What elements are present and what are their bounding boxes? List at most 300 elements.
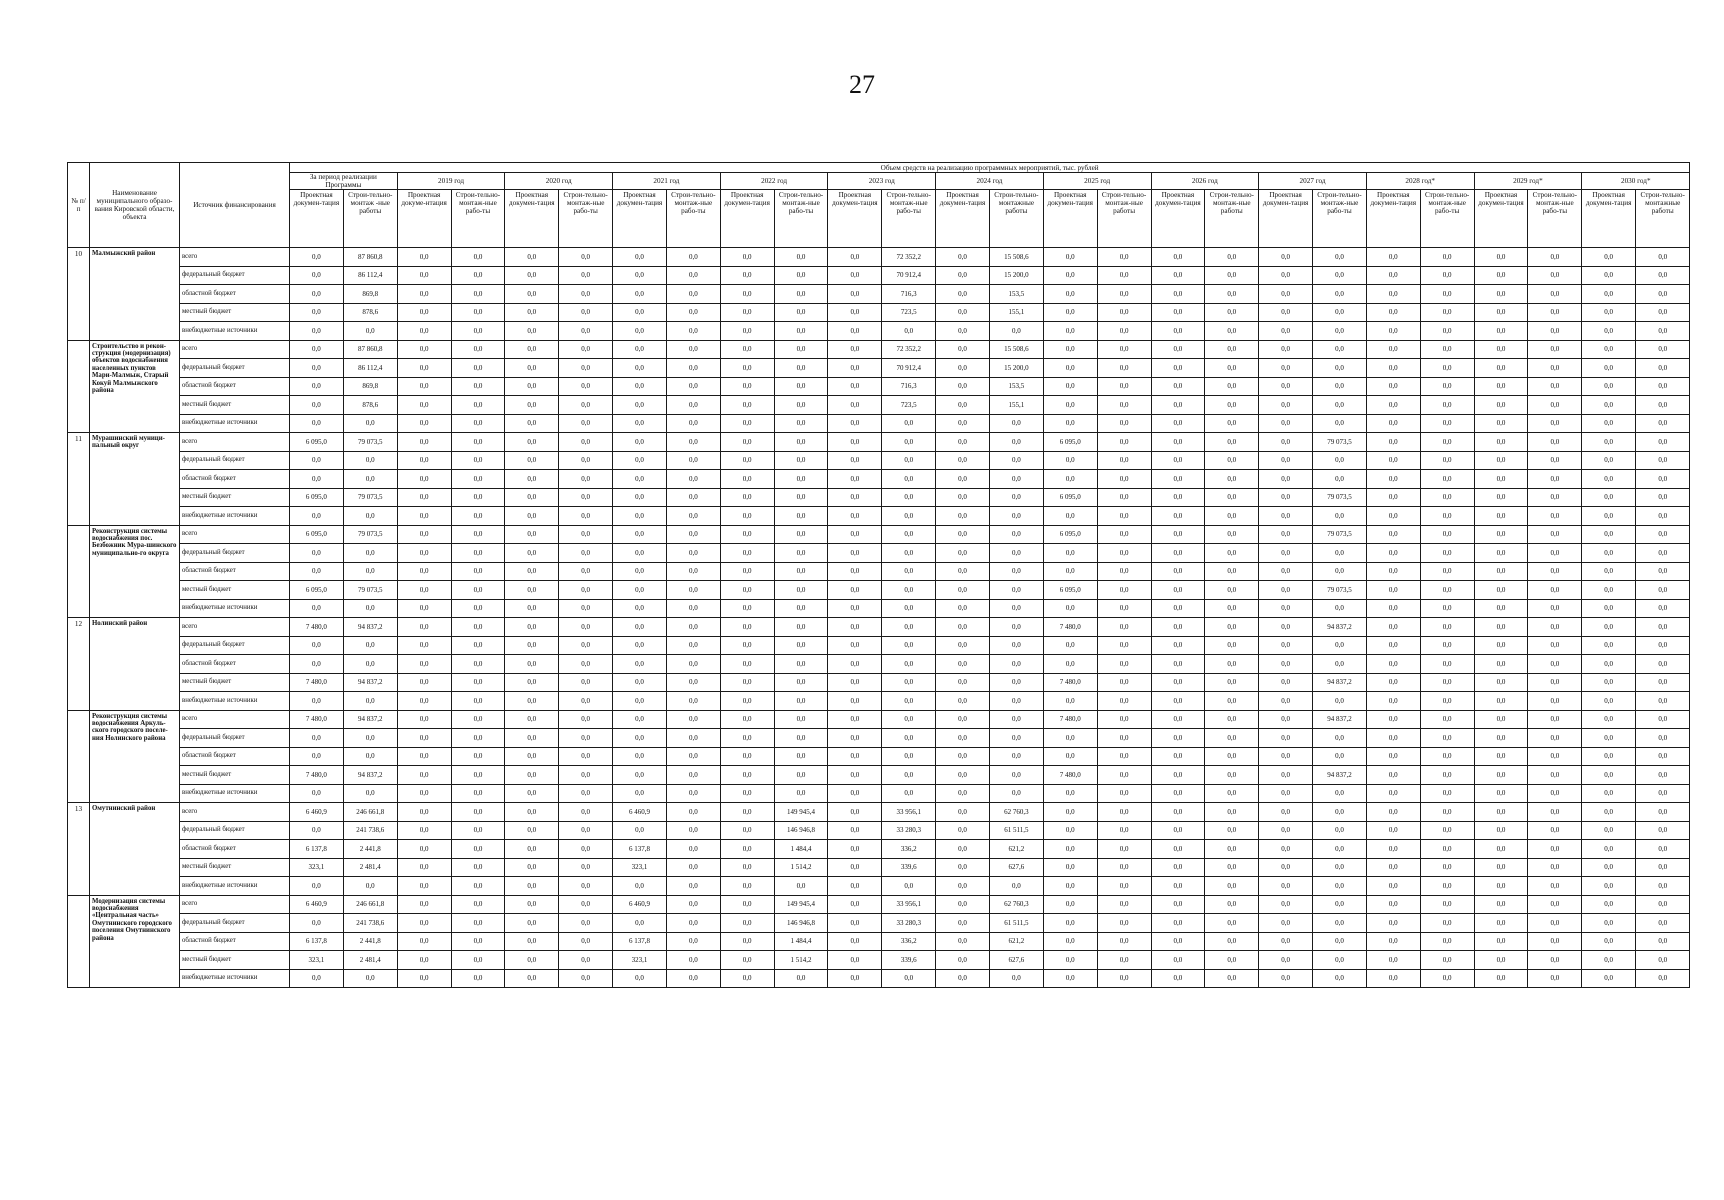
value-cell: 0,0 [1366,951,1420,970]
value-cell: 0,0 [666,858,720,877]
value-cell: 0,0 [505,396,559,415]
value-cell: 0,0 [505,729,559,748]
header-sub-design: Проектная докумен-тация [1582,190,1636,248]
value-cell: 79 073,5 [1313,433,1367,452]
value-cell: 0,0 [343,562,397,581]
header-sub-construction: Строи-тельно-монтаж-ные рабо-ты [1420,190,1474,248]
value-cell: 0,0 [1636,507,1690,526]
value-cell: 0,0 [720,858,774,877]
value-cell: 0,0 [1259,396,1313,415]
value-cell: 0,0 [1313,932,1367,951]
value-cell: 0,0 [720,414,774,433]
value-cell: 0,0 [505,451,559,470]
value-cell: 0,0 [1043,932,1097,951]
row-number [68,895,90,988]
value-cell: 0,0 [1205,599,1259,618]
value-cell: 86 112,4 [343,359,397,378]
value-cell: 0,0 [828,396,882,415]
value-cell: 0,0 [559,470,613,489]
value-cell: 0,0 [1420,340,1474,359]
value-cell: 0,0 [451,322,505,341]
value-cell: 2 441,8 [343,840,397,859]
value-cell: 0,0 [1259,266,1313,285]
value-cell: 0,0 [936,784,990,803]
value-cell: 0,0 [613,285,667,304]
value-cell: 0,0 [1420,285,1474,304]
value-cell: 0,0 [1151,803,1205,822]
value-cell: 0,0 [1420,747,1474,766]
value-cell: 0,0 [936,470,990,489]
header-sub-construction: Строи-тельно-монтаж-ные рабо-ты [1528,190,1582,248]
value-cell: 6 095,0 [1043,525,1097,544]
value-cell: 0,0 [1366,525,1420,544]
value-cell: 0,0 [1420,618,1474,637]
value-cell: 0,0 [397,451,451,470]
row-number [68,710,90,803]
value-cell: 0,0 [1528,877,1582,896]
value-cell: 0,0 [1313,692,1367,711]
value-cell: 0,0 [774,396,828,415]
value-cell: 0,0 [505,414,559,433]
value-cell: 62 760,3 [989,803,1043,822]
value-cell: 0,0 [397,655,451,674]
value-cell: 0,0 [1259,544,1313,563]
value-cell: 0,0 [1259,581,1313,600]
funding-source: областной бюджет [180,747,290,766]
value-cell: 0,0 [936,433,990,452]
value-cell: 87 860,8 [343,340,397,359]
table-row [68,895,1690,914]
value-cell: 0,0 [290,396,344,415]
value-cell: 0,0 [1205,340,1259,359]
value-cell: 0,0 [290,544,344,563]
header-period: 2025 год [1043,173,1151,190]
value-cell: 0,0 [1474,618,1528,637]
value-cell: 0,0 [613,470,667,489]
value-cell: 0,0 [451,710,505,729]
value-cell: 0,0 [1636,673,1690,692]
value-cell: 0,0 [882,414,936,433]
value-cell: 0,0 [989,710,1043,729]
value-cell: 0,0 [1636,322,1690,341]
value-cell: 0,0 [828,840,882,859]
value-cell: 0,0 [882,470,936,489]
table-row [68,932,1690,951]
value-cell: 0,0 [1313,803,1367,822]
value-cell: 0,0 [559,692,613,711]
value-cell: 0,0 [1205,821,1259,840]
value-cell: 0,0 [1474,877,1528,896]
value-cell: 72 352,2 [882,340,936,359]
table-row [68,285,1690,304]
value-cell: 0,0 [1313,322,1367,341]
value-cell: 0,0 [1151,266,1205,285]
table-row [68,636,1690,655]
value-cell: 0,0 [397,581,451,600]
value-cell: 0,0 [397,729,451,748]
value-cell: 0,0 [1259,618,1313,637]
value-cell: 0,0 [290,784,344,803]
value-cell: 0,0 [451,266,505,285]
value-cell: 0,0 [1097,914,1151,933]
funding-source: федеральный бюджет [180,821,290,840]
header-sub-design: Проектная докумен-тация [505,190,559,248]
table-row [68,858,1690,877]
row-number [68,340,90,433]
value-cell: 0,0 [1151,285,1205,304]
value-cell: 1 484,4 [774,932,828,951]
value-cell: 0,0 [1313,507,1367,526]
value-cell: 0,0 [290,303,344,322]
value-cell: 0,0 [397,544,451,563]
table-row [68,451,1690,470]
value-cell: 0,0 [1043,969,1097,988]
value-cell: 7 480,0 [290,766,344,785]
value-cell: 0,0 [397,618,451,637]
value-cell: 0,0 [1259,710,1313,729]
value-cell: 0,0 [720,377,774,396]
value-cell: 0,0 [1366,692,1420,711]
value-cell: 0,0 [666,803,720,822]
value-cell: 0,0 [1528,396,1582,415]
value-cell: 0,0 [1474,951,1528,970]
value-cell: 0,0 [1151,618,1205,637]
value-cell: 94 837,2 [343,673,397,692]
value-cell: 0,0 [1474,340,1528,359]
value-cell: 0,0 [1313,377,1367,396]
funding-source: областной бюджет [180,470,290,489]
value-cell: 0,0 [720,821,774,840]
value-cell: 0,0 [1151,470,1205,489]
value-cell: 0,0 [343,636,397,655]
value-cell: 0,0 [1474,914,1528,933]
value-cell: 0,0 [1151,710,1205,729]
value-cell: 0,0 [505,858,559,877]
value-cell: 0,0 [1366,840,1420,859]
value-cell: 0,0 [451,636,505,655]
value-cell: 0,0 [1528,562,1582,581]
value-cell: 0,0 [1097,618,1151,637]
value-cell: 0,0 [1474,747,1528,766]
value-cell: 0,0 [613,507,667,526]
value-cell: 0,0 [451,248,505,267]
value-cell: 0,0 [936,488,990,507]
value-cell: 0,0 [1420,544,1474,563]
funding-source: областной бюджет [180,655,290,674]
value-cell: 0,0 [666,377,720,396]
value-cell: 0,0 [720,544,774,563]
value-cell: 0,0 [1528,340,1582,359]
value-cell: 0,0 [1420,969,1474,988]
value-cell: 0,0 [343,414,397,433]
value-cell: 0,0 [1420,433,1474,452]
value-cell: 0,0 [559,525,613,544]
value-cell: 0,0 [1151,359,1205,378]
value-cell: 0,0 [989,655,1043,674]
table-row [68,396,1690,415]
value-cell: 0,0 [1151,969,1205,988]
value-cell: 0,0 [936,562,990,581]
value-cell: 0,0 [1528,303,1582,322]
value-cell: 0,0 [1420,562,1474,581]
value-cell: 0,0 [936,766,990,785]
table-row [68,359,1690,378]
value-cell: 0,0 [936,692,990,711]
value-cell: 0,0 [505,803,559,822]
value-cell: 0,0 [1259,322,1313,341]
value-cell: 0,0 [828,784,882,803]
value-cell: 0,0 [666,433,720,452]
value-cell: 0,0 [720,710,774,729]
value-cell: 0,0 [613,747,667,766]
value-cell: 6 095,0 [1043,488,1097,507]
row-number: 13 [68,803,90,896]
value-cell: 0,0 [505,433,559,452]
value-cell: 0,0 [1636,470,1690,489]
value-cell: 0,0 [1259,636,1313,655]
value-cell: 0,0 [1205,636,1259,655]
value-cell: 0,0 [451,451,505,470]
value-cell: 0,0 [1097,747,1151,766]
value-cell: 0,0 [559,710,613,729]
header-sub-design: Проектная докумен-тация [720,190,774,248]
value-cell: 0,0 [451,766,505,785]
value-cell: 0,0 [1097,969,1151,988]
value-cell: 0,0 [1420,525,1474,544]
value-cell: 0,0 [1043,877,1097,896]
value-cell: 0,0 [505,840,559,859]
value-cell: 0,0 [1528,599,1582,618]
value-cell: 0,0 [397,747,451,766]
value-cell: 0,0 [1151,784,1205,803]
value-cell: 0,0 [1366,618,1420,637]
value-cell: 0,0 [559,359,613,378]
value-cell: 0,0 [720,248,774,267]
value-cell: 0,0 [1097,673,1151,692]
value-cell: 0,0 [774,451,828,470]
value-cell: 0,0 [936,359,990,378]
row-number [68,525,90,618]
value-cell: 6 095,0 [290,525,344,544]
value-cell: 0,0 [1205,359,1259,378]
value-cell: 7 480,0 [1043,766,1097,785]
value-cell: 0,0 [1151,322,1205,341]
value-cell: 0,0 [1582,303,1636,322]
value-cell: 0,0 [1420,729,1474,748]
value-cell: 0,0 [1259,821,1313,840]
value-cell: 0,0 [290,562,344,581]
value-cell: 6 137,8 [290,932,344,951]
value-cell: 0,0 [613,710,667,729]
value-cell: 0,0 [1420,821,1474,840]
header-sub-construction: Строи-тельно-монтаж-ные рабо-ты [666,190,720,248]
value-cell: 0,0 [1205,747,1259,766]
value-cell: 0,0 [666,470,720,489]
value-cell: 0,0 [613,618,667,637]
value-cell: 0,0 [505,322,559,341]
value-cell: 0,0 [1474,692,1528,711]
table-row [68,710,1690,729]
value-cell: 0,0 [505,562,559,581]
value-cell: 0,0 [1097,784,1151,803]
value-cell: 0,0 [397,525,451,544]
value-cell: 0,0 [989,673,1043,692]
value-cell: 0,0 [343,747,397,766]
value-cell: 0,0 [1474,581,1528,600]
value-cell: 0,0 [451,544,505,563]
value-cell: 0,0 [1151,655,1205,674]
value-cell: 0,0 [505,747,559,766]
value-cell: 0,0 [774,766,828,785]
table-row [68,877,1690,896]
value-cell: 0,0 [1582,266,1636,285]
value-cell: 0,0 [1151,766,1205,785]
entity-name: Реконструкция системы водоснабжения пос. Безбожник Мура-шинского муниципально-го округа [90,525,180,618]
value-cell: 0,0 [666,951,720,970]
value-cell: 0,0 [1420,396,1474,415]
table-row [68,951,1690,970]
value-cell: 0,0 [1528,285,1582,304]
header-sub-design: Проектная докумен-тация [1043,190,1097,248]
value-cell: 0,0 [1582,877,1636,896]
value-cell: 0,0 [1366,451,1420,470]
value-cell: 0,0 [505,470,559,489]
value-cell: 0,0 [1097,322,1151,341]
value-cell: 0,0 [397,932,451,951]
value-cell: 0,0 [397,507,451,526]
value-cell: 0,0 [1366,877,1420,896]
value-cell: 0,0 [1582,692,1636,711]
value-cell: 0,0 [720,433,774,452]
value-cell: 0,0 [559,507,613,526]
value-cell: 0,0 [1636,858,1690,877]
value-cell: 0,0 [1313,359,1367,378]
value-cell: 0,0 [1043,377,1097,396]
value-cell: 0,0 [774,433,828,452]
value-cell: 0,0 [828,266,882,285]
value-cell: 0,0 [397,285,451,304]
value-cell: 0,0 [505,710,559,729]
value-cell: 0,0 [666,784,720,803]
value-cell: 0,0 [882,451,936,470]
value-cell: 0,0 [397,414,451,433]
value-cell: 0,0 [1636,340,1690,359]
value-cell: 0,0 [1097,266,1151,285]
value-cell: 0,0 [1366,285,1420,304]
value-cell: 0,0 [666,655,720,674]
value-cell: 0,0 [1474,359,1528,378]
table-row [68,470,1690,489]
value-cell: 0,0 [936,729,990,748]
value-cell: 0,0 [828,710,882,729]
value-cell: 0,0 [397,914,451,933]
value-cell: 0,0 [1043,803,1097,822]
value-cell: 0,0 [397,895,451,914]
funding-source: местный бюджет [180,951,290,970]
value-cell: 0,0 [1420,248,1474,267]
value-cell: 0,0 [1151,377,1205,396]
value-cell: 0,0 [1366,507,1420,526]
value-cell: 0,0 [666,340,720,359]
value-cell: 0,0 [774,747,828,766]
value-cell: 0,0 [1097,932,1151,951]
value-cell: 0,0 [1313,858,1367,877]
value-cell: 0,0 [1097,877,1151,896]
value-cell: 7 480,0 [1043,710,1097,729]
funding-source: внебюджетные источники [180,692,290,711]
value-cell: 0,0 [1366,914,1420,933]
value-cell: 0,0 [828,377,882,396]
value-cell: 0,0 [1528,840,1582,859]
value-cell: 0,0 [1151,303,1205,322]
value-cell: 149 945,4 [774,895,828,914]
header-sub-construction: Строи-тельно-монтаж-ные рабо-ты [882,190,936,248]
value-cell: 0,0 [505,525,559,544]
value-cell: 0,0 [613,784,667,803]
value-cell: 0,0 [882,581,936,600]
value-cell: 0,0 [1636,303,1690,322]
value-cell: 0,0 [1636,414,1690,433]
value-cell: 94 837,2 [1313,673,1367,692]
value-cell: 0,0 [1636,451,1690,470]
value-cell: 0,0 [1366,969,1420,988]
value-cell: 0,0 [451,525,505,544]
value-cell: 0,0 [1205,729,1259,748]
value-cell: 0,0 [559,285,613,304]
value-cell: 0,0 [1366,488,1420,507]
value-cell: 0,0 [1636,747,1690,766]
value-cell: 0,0 [1205,266,1259,285]
value-cell: 0,0 [1366,636,1420,655]
value-cell: 0,0 [828,451,882,470]
value-cell: 0,0 [1528,710,1582,729]
value-cell: 0,0 [1582,803,1636,822]
value-cell: 0,0 [1366,414,1420,433]
value-cell: 0,0 [720,766,774,785]
header-source: Источник финансирования [180,163,290,248]
value-cell: 0,0 [1582,525,1636,544]
value-cell: 0,0 [720,322,774,341]
value-cell: 0,0 [882,729,936,748]
value-cell: 0,0 [613,544,667,563]
value-cell: 0,0 [1474,821,1528,840]
value-cell: 0,0 [1582,599,1636,618]
value-cell: 0,0 [1420,784,1474,803]
value-cell: 0,0 [1151,562,1205,581]
value-cell: 0,0 [1097,340,1151,359]
value-cell: 0,0 [1582,285,1636,304]
value-cell: 0,0 [1474,673,1528,692]
value-cell: 0,0 [1043,451,1097,470]
value-cell: 0,0 [1528,248,1582,267]
value-cell: 0,0 [774,488,828,507]
value-cell: 0,0 [1205,803,1259,822]
value-cell: 7 480,0 [290,618,344,637]
value-cell: 0,0 [397,636,451,655]
value-cell: 0,0 [290,636,344,655]
value-cell: 0,0 [936,932,990,951]
value-cell: 0,0 [1097,359,1151,378]
value-cell: 0,0 [397,710,451,729]
value-cell: 0,0 [1582,895,1636,914]
header-period: За период реализации Программы [290,173,398,190]
value-cell: 0,0 [1043,303,1097,322]
value-cell: 79 073,5 [343,488,397,507]
value-cell: 1 484,4 [774,840,828,859]
value-cell: 33 956,1 [882,803,936,822]
value-cell: 0,0 [1474,433,1528,452]
value-cell: 0,0 [774,581,828,600]
